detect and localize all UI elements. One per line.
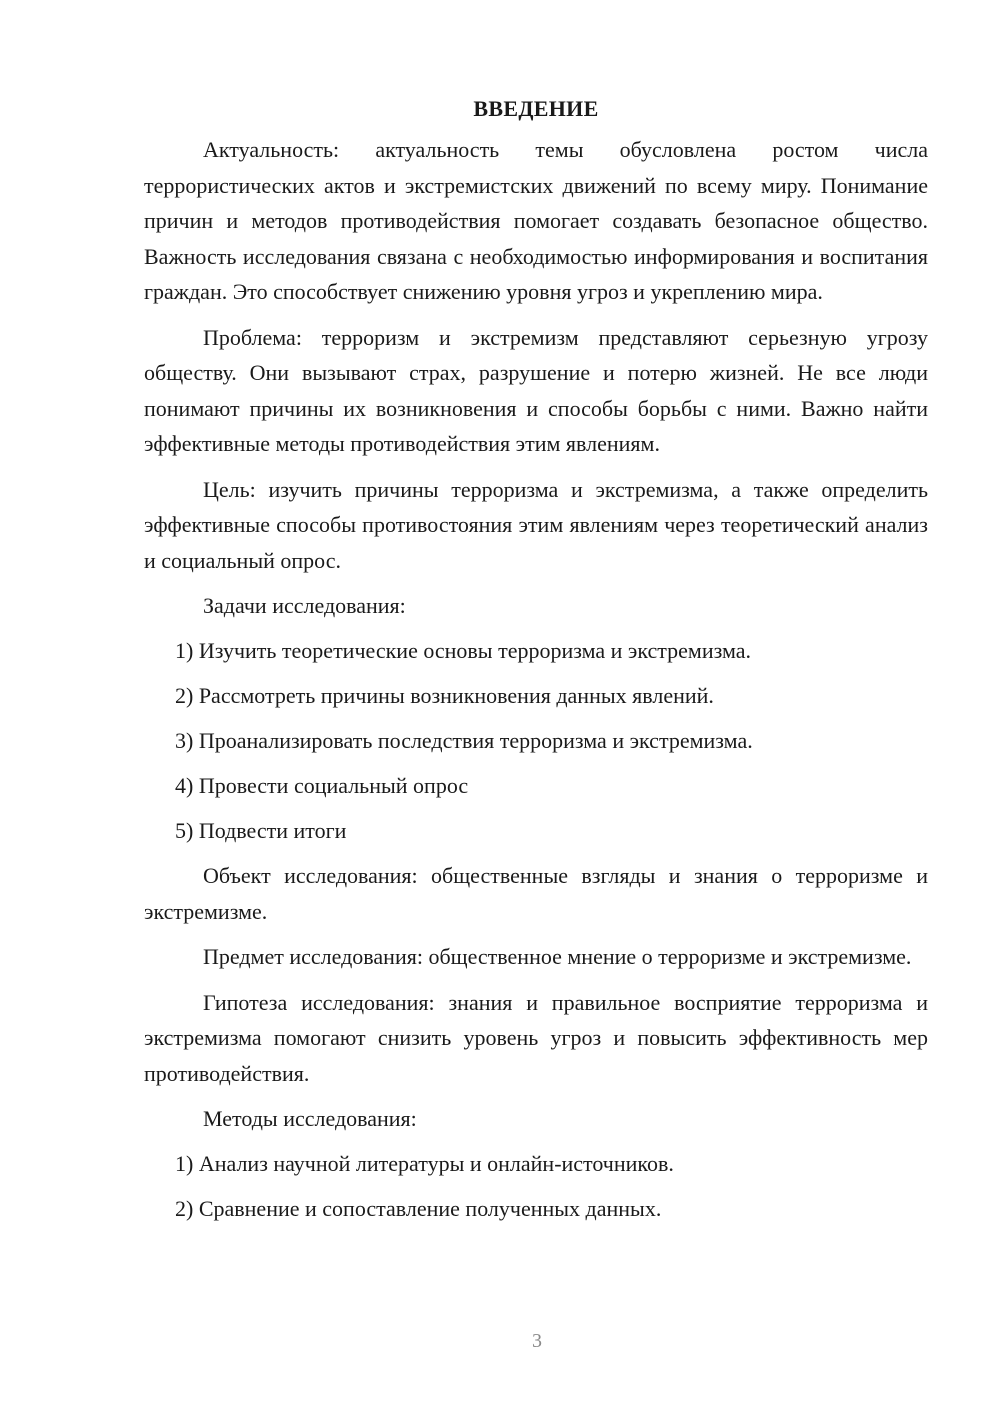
methods-heading: Методы исследования: [203,1106,417,1131]
task-item: 2) Рассмотреть причины возникновения данных явлений. [175,683,714,708]
goal-paragraph: Цель: изучить причины терроризма и экстремизма, а также определить эффективные способы противостояния этим явлениям через теоретический анализ и социальный опрос. [144,476,928,573]
method-item: 2) Сравнение и сопоставление полученных данных. [175,1196,662,1221]
relevance-paragraph: Актуальность: актуальность темы обусловлена ростом числа террористических актов и экстремистских движений по всему миру. Понимание причин и методов противодействия помогает создавать безопасное общество. Важность исследования связана с необходимостью информирования и воспитания граждан. Это способствует снижению уровня угроз и укреплению мира. [144,137,928,304]
task-item: 3) Проанализировать последствия терроризма и экстремизма. [175,728,753,753]
document-page [144,92,928,1236]
problem-paragraph: Проблема: терроризм и экстремизм представляют серьезную угрозу обществу. Они вызывают страх, разрушение и потерю жизней. Не все люди понимают причины их возникновения и способы борьбы с ними. Важно найти эффективные методы противодействия этим явлениям. [144,324,928,456]
task-item: 5) Подвести итоги [175,818,347,843]
tasks-heading: Задачи исследования: [203,593,406,618]
task-item: 4) Провести социальный опрос [175,773,469,798]
page-number: 3 [532,1330,542,1352]
hypothesis-paragraph: Гипотеза исследования: знания и правильное восприятие терроризма и экстремизма помогают снизить уровень угроз и повысить эффективность мер противодействия. [144,989,928,1086]
method-item: 1) Анализ научной литературы и онлайн-источников. [175,1151,674,1176]
task-item: 1) Изучить теоретические основы терроризма и экстремизма. [175,638,752,663]
section-title: ВВЕДЕНИЕ [473,96,599,121]
subject-paragraph: Предмет исследования: общественное мнение о терроризме и экстремизме. [203,944,912,969]
object-paragraph: Объект исследования: общественные взгляды и знания о терроризме и экстремизме. [144,863,928,924]
